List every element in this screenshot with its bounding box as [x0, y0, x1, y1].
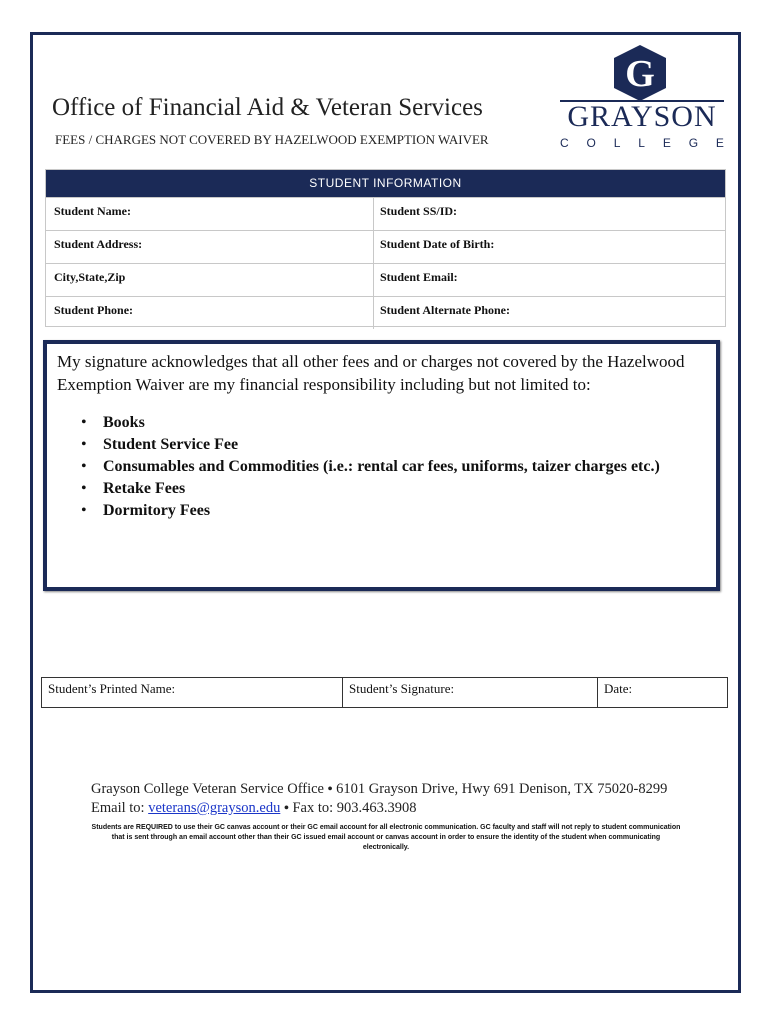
student-address-field[interactable]: Student Address: — [46, 231, 374, 263]
separator-dot-icon: • — [283, 801, 289, 816]
signature-table — [41, 677, 728, 708]
list-item — [77, 478, 697, 500]
communication-note: Students are REQUIRED to use their GC canvas account or their GC email account for all electronic communication. GC faculty and staff will not reply to student communication that is sent through an email account other than their GC issued email account or canvas account in order to ensure the identity of the student when communicating electronically. — [91, 824, 681, 851]
separator-dot-icon: • — [327, 782, 333, 797]
fees-list — [77, 412, 697, 522]
fee-item: Books — [103, 414, 145, 431]
date-field[interactable]: Date: — [604, 681, 633, 696]
list-item — [77, 434, 697, 456]
logo-name: GRAYSON — [567, 100, 717, 133]
list-item — [77, 412, 697, 434]
logo-subtitle — [558, 136, 726, 150]
fee-item: Retake Fees — [103, 480, 186, 497]
page-title: Office of Financial Aid & Veteran Services — [52, 94, 483, 121]
fee-item: Student Service Fee — [103, 436, 239, 453]
email-label: Email to: — [91, 800, 145, 816]
fee-item: Dormitory Fees — [103, 502, 211, 519]
logo-sub-letter: O — [586, 136, 596, 150]
student-ssid-field[interactable]: Student SS/ID: — [380, 204, 458, 218]
student-name-field[interactable]: Student Name: — [46, 198, 374, 230]
office-name: Grayson College Veteran Service Office — [91, 781, 324, 797]
table-row — [46, 230, 725, 263]
contact-info — [91, 780, 691, 818]
student-information-table — [45, 169, 726, 327]
email-link[interactable]: veterans@grayson.edu — [148, 800, 281, 816]
grayson-college-logo — [558, 44, 726, 154]
logo-sub-letter: L — [638, 136, 645, 150]
student-information-header: STUDENT INFORMATION — [46, 170, 725, 197]
table-row — [46, 263, 725, 296]
list-item — [77, 456, 697, 478]
logo-letter: G — [625, 53, 655, 95]
fee-item: Consumables and Commodities (i.e.: rental car fees, uniforms, taizer charges etc.) — [103, 458, 660, 475]
city-state-zip-field[interactable]: City,State,Zip — [46, 264, 374, 296]
printed-name-field[interactable]: Student’s Printed Name: — [42, 678, 343, 707]
g-hexagon-icon — [610, 44, 670, 102]
student-dob-field[interactable]: Student Date of Birth: — [380, 237, 495, 251]
office-address: 6101 Grayson Drive, Hwy 691 Denison, TX 75020-8299 — [336, 781, 668, 797]
fax-number: 903.463.3908 — [336, 800, 417, 816]
bullet-icon: • — [81, 458, 87, 475]
list-item — [77, 500, 697, 522]
bullet-icon: • — [81, 436, 87, 453]
student-email-field[interactable]: Student Email: — [380, 270, 458, 284]
table-row — [46, 296, 725, 329]
logo-sub-letter: G — [688, 136, 699, 150]
logo-sub-letter: L — [613, 136, 621, 150]
student-phone-field[interactable]: Student Phone: — [46, 297, 374, 329]
acknowledgement-text: My signature acknowledges that all other fees and or charges not covered by the Hazelwood Exemption Waiver are my financial responsibility including but not limited to: — [57, 352, 685, 394]
logo-sub-letter: E — [715, 136, 724, 150]
signature-field[interactable]: Student’s Signature: — [343, 678, 598, 707]
bullet-icon: • — [81, 414, 87, 431]
bullet-icon: • — [81, 480, 87, 497]
table-row — [46, 197, 725, 230]
logo-sub-letter: E — [662, 136, 671, 150]
acknowledgement-box — [43, 340, 720, 591]
bullet-icon: • — [81, 502, 87, 519]
fax-label: Fax to: — [292, 800, 334, 816]
student-alternate-phone-field[interactable]: Student Alternate Phone: — [380, 303, 510, 317]
page-subtitle: FEES / CHARGES NOT COVERED BY HAZELWOOD EXEMPTION WAIVER — [55, 132, 489, 147]
logo-sub-letter: C — [560, 136, 569, 150]
